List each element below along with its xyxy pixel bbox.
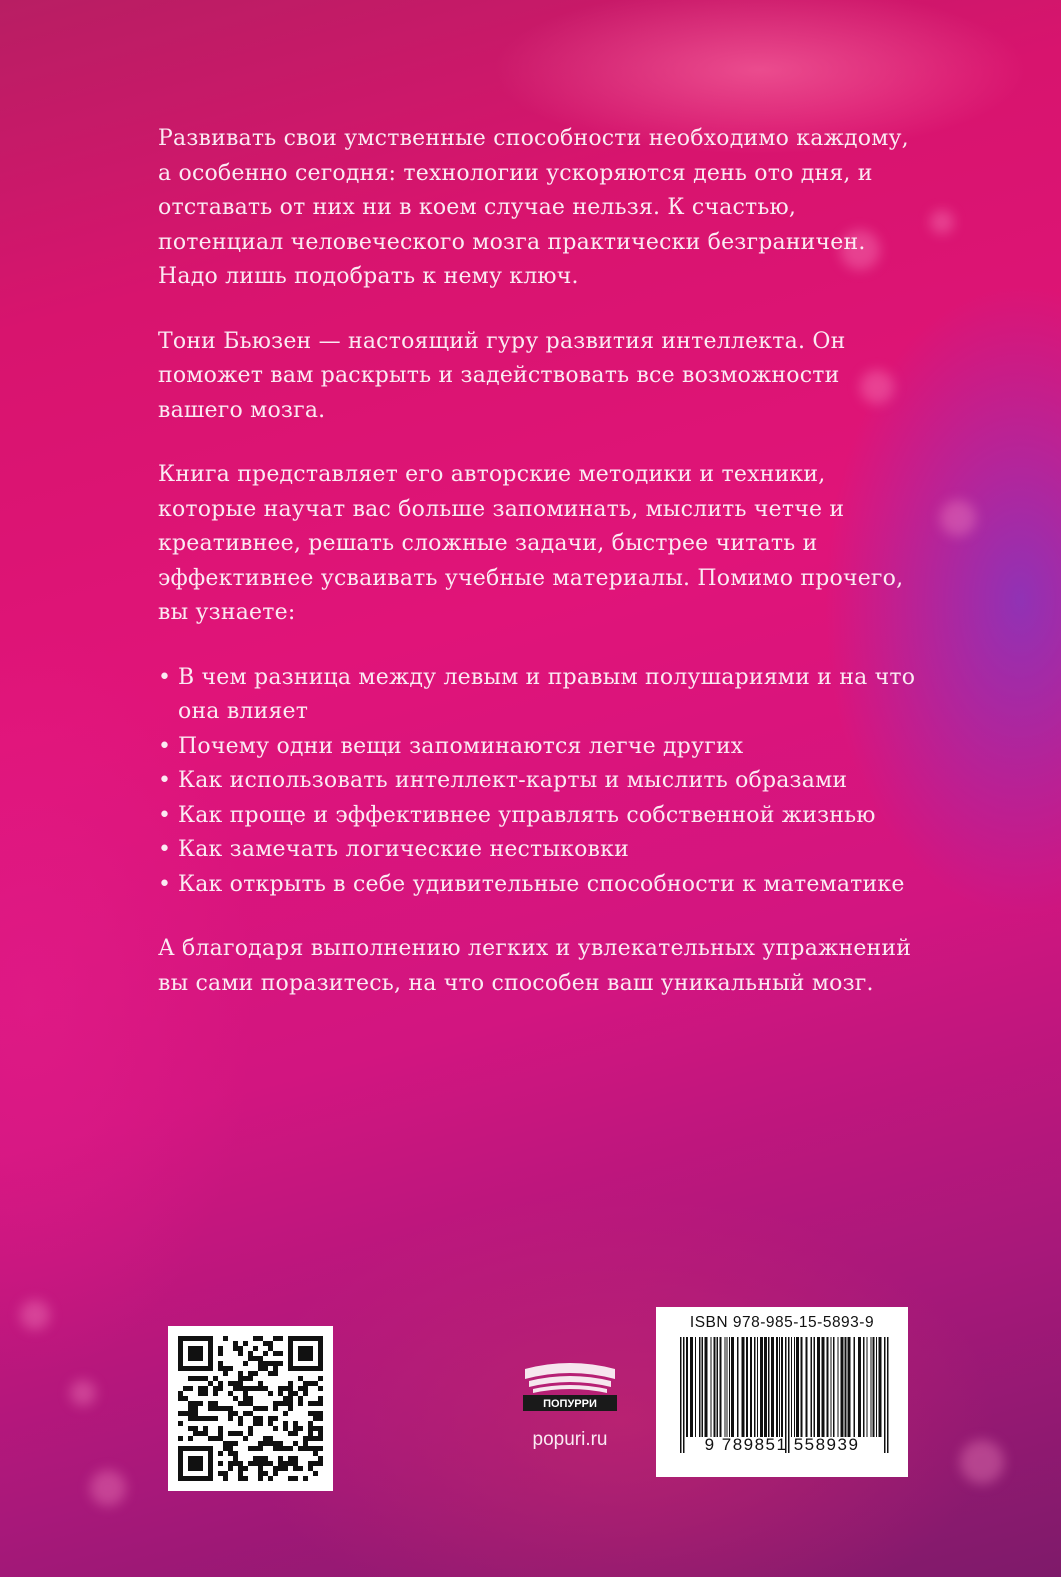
qr-code	[168, 1326, 333, 1491]
closing-paragraph: А благодаря выполнению легких и увлекательных упражнений вы сами поразитесь, на что способен ваш уникальный мозг.	[158, 936, 912, 996]
bokeh-light	[70, 1380, 96, 1406]
publisher-block	[500, 1355, 640, 1451]
bokeh-light	[20, 1300, 50, 1330]
list-item: • Почему одни вещи запоминаются легче других	[158, 730, 918, 765]
publisher-logo	[500, 1355, 640, 1415]
barcode	[656, 1307, 908, 1477]
list-item: • Как замечать логические нестыковки	[158, 833, 918, 868]
bokeh-light	[940, 500, 976, 536]
list-item: • Как использовать интеллект-карты и мыслить образами	[158, 764, 918, 799]
barcode-digits: 9 789851 558939	[704, 1435, 860, 1454]
isbn-label: ISBN 978-985-15-5893-9	[689, 1314, 875, 1331]
bokeh-light	[960, 1440, 1004, 1484]
list-item: • Как проще и эффективнее управлять собственной жизнью	[158, 799, 918, 834]
bokeh-light	[930, 210, 954, 234]
paragraph: Тони Бьюзен — настоящий гуру развития интеллекта. Он поможет вам раскрыть и задействовать все возможности вашего мозга.	[158, 328, 846, 423]
publisher-logo-text: ПОПУРРИ	[543, 1398, 597, 1410]
bokeh-light	[90, 1470, 126, 1506]
paragraph: Книга представляет его авторские методики и техники, которые научат вас больше запоминать, мыслить четче и креативнее, решать сложные задачи, быстрее читать и эффективнее усваивать учебные материалы. Помимо прочего, вы узнаете:	[158, 462, 904, 625]
list-item: • В чем разница между левым и правым полушариями и на что она влияет	[158, 661, 918, 730]
list-item: • Как открыть в себе удивительные способности к математике	[158, 868, 918, 903]
paragraph: Развивать свои умственные способности необходимо каждому, а особенно сегодня: технологии ускоряются день ото дня, и отставать от них ни в коем случае нельзя. К счастью, потенциал человеческого мозга практически безграничен. Надо лишь подобрать к нему ключ.	[158, 126, 909, 289]
publisher-url: popuri.ru	[532, 1429, 608, 1450]
feature-list	[158, 661, 918, 903]
back-cover-text	[158, 122, 918, 1031]
